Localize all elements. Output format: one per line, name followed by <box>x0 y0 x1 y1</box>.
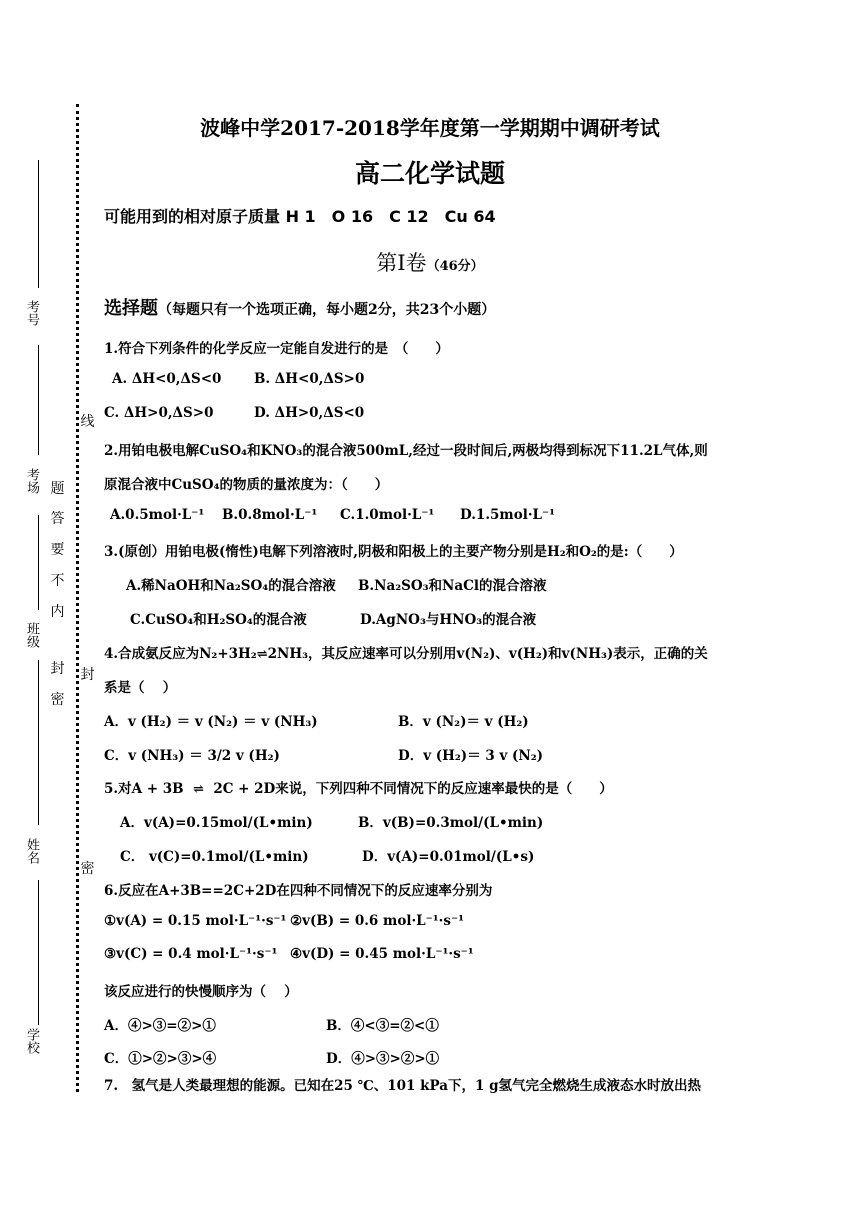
q2-option-c: C.1.0mol·L⁻¹ <box>340 507 435 523</box>
q5-stem-part1: 5.对A + 3B <box>104 781 184 797</box>
atomic-masses: 可能用到的相对原子质量 H 1 O 16 C 12 Cu 64 <box>104 207 496 226</box>
q1-option-d: D. ΔH>0,ΔS<0 <box>254 405 365 421</box>
subject-title: 高二化学试题 <box>354 159 505 188</box>
section-title: 选择题 <box>104 298 158 319</box>
q4-stem-part2: 2NH₃，其反应速率可以分别用v(N₂)、v(H₂)和v(NH₃)表示，正确的关 <box>267 646 708 662</box>
seal-char: 题 <box>50 481 65 497</box>
q2-option-a: A.0.5mol·L⁻¹ <box>110 507 205 523</box>
seal-char-seal: 封 <box>80 667 95 683</box>
q1-option-a: A. ΔH<0,ΔS<0 <box>112 371 222 387</box>
q6-option-c: C．①>②>③>④ <box>104 1051 217 1067</box>
seal-char: 不 <box>50 573 65 589</box>
q1-option-b: B. ΔH<0,ΔS>0 <box>254 371 365 387</box>
q6-rate-1: ①v(A) = 0.15 mol·L⁻¹·s⁻¹ <box>104 913 287 929</box>
q5-stem-part2: 2C + 2D来说，下列四种不同情况下的反应速率最快的是（ ） <box>213 781 613 797</box>
seal-char: 封 <box>50 661 65 677</box>
q6-rate-4: ④v(D) = 0.45 mol·L⁻¹·s⁻¹ <box>290 946 474 962</box>
q6-option-b: B．④<③=②<① <box>326 1018 439 1034</box>
q5-option-b: B．v(B)=0.3mol/(L•min) <box>358 815 544 831</box>
q4-stem-part1: 4.合成氨反应为N₂+3H₂ <box>104 646 257 662</box>
q4-option-c: C．v (NH₃) ＝ 3/2 v (H₂) <box>104 748 280 764</box>
q3-option-b: B.Na₂SO₃和NaCl的混合溶液 <box>358 578 547 594</box>
q3-stem: 3.(原创）用铂电极(惰性)电解下列溶液时,阴极和阳极上的主要产物分别是H₂和O₂的是:（ ） <box>104 544 683 560</box>
seal-char: 要 <box>50 542 65 558</box>
exam-number-label: 考号 <box>24 300 39 326</box>
q4-option-a: A．v (H₂) ＝ v (N₂) ＝ v (NH₃) <box>104 714 318 730</box>
q1-stem: 1.符合下列条件的化学反应一定能自发进行的是 （ ） <box>104 341 449 357</box>
q5-stem <box>104 777 613 797</box>
seal-char: 密 <box>50 692 65 708</box>
section-heading <box>104 294 495 320</box>
q4-stem-line1 <box>104 642 708 662</box>
exam-title: 波峰中学2017-2018学年度第一学期期中调研考试 <box>200 116 660 140</box>
q6-rate-2: ②v(B) = 0.6 mol·L⁻¹·s⁻¹ <box>290 913 465 929</box>
q4-stem-line2: 系是（ ） <box>104 680 177 696</box>
seal-char: 内 <box>50 604 65 620</box>
class-label: 班级 <box>24 622 39 648</box>
part-name: 第Ⅰ卷 <box>376 251 427 275</box>
name-label: 姓名 <box>24 838 39 864</box>
equilibrium-arrow-icon: ⇌ <box>193 782 204 797</box>
q5-option-d: D．v(A)=0.01mol/(L•s) <box>362 849 535 865</box>
school-label: 学校 <box>24 1028 39 1054</box>
q2-option-d: D.1.5mol·L⁻¹ <box>460 507 556 523</box>
part-heading <box>0 247 860 277</box>
q6-option-d: D．④>③>②>① <box>326 1051 440 1067</box>
class-line <box>38 515 39 610</box>
q6-rate-3: ③v(C) = 0.4 mol·L⁻¹·s⁻¹ <box>104 946 278 962</box>
part-score: （46分） <box>426 259 484 274</box>
seal-char: 答 <box>50 511 65 527</box>
exam-room-label: 考场 <box>24 468 39 494</box>
q4-option-d: D．v (H₂)＝ 3 v (N₂) <box>398 748 544 764</box>
seal-char-secret: 密 <box>80 861 95 877</box>
q3-option-d: D.AgNO₃与HNO₃的混合液 <box>360 612 537 628</box>
q5-option-c: C． v(C)=0.1mol/(L•min) <box>120 849 309 865</box>
equilibrium-arrow-icon: ⇌ <box>256 647 268 662</box>
q3-option-c: C.CuSO₄和H₂SO₄的混合液 <box>130 612 307 628</box>
q4-option-b: B．v (N₂)＝ v (H₂) <box>398 714 529 730</box>
q6-stem: 6.反应在A+3B==2C+2D在四种不同情况下的反应速率分别为 <box>104 883 493 899</box>
q2-stem-line2: 原混合液中CuSO₄的物质的量浓度为：（ ） <box>104 477 389 493</box>
school-line <box>38 880 39 1025</box>
q6-option-a: A．④>③=②>① <box>104 1018 216 1034</box>
q1-option-c: C. ΔH>0,ΔS>0 <box>104 405 214 421</box>
q3-option-a: A.稀NaOH和Na₂SO₄的混合溶液 <box>126 578 336 594</box>
q2-stem-line1: 2.用铂电极电解CuSO₄和KNO₃的混合液500mL,经过一段时间后,两极均得到标况下11.2L气体,则 <box>104 443 708 459</box>
q6-question: 该反应进行的快慢顺序为（ ） <box>104 984 298 1000</box>
exam-room-line <box>38 345 39 455</box>
name-line <box>38 660 39 825</box>
q7-stem: 7. 氢气是人类最理想的能源。已知在25 ℃、101 kPa下，1 g氢气完全燃烧生成液态水时放出热 <box>104 1078 702 1094</box>
q5-option-a: A．v(A)=0.15mol/(L•min) <box>120 815 313 831</box>
section-note: （每题只有一个选项正确，每小题2分，共23个小题） <box>158 302 496 318</box>
seal-char-line: 线 <box>80 414 95 430</box>
q2-option-b: B.0.8mol·L⁻¹ <box>222 507 318 523</box>
